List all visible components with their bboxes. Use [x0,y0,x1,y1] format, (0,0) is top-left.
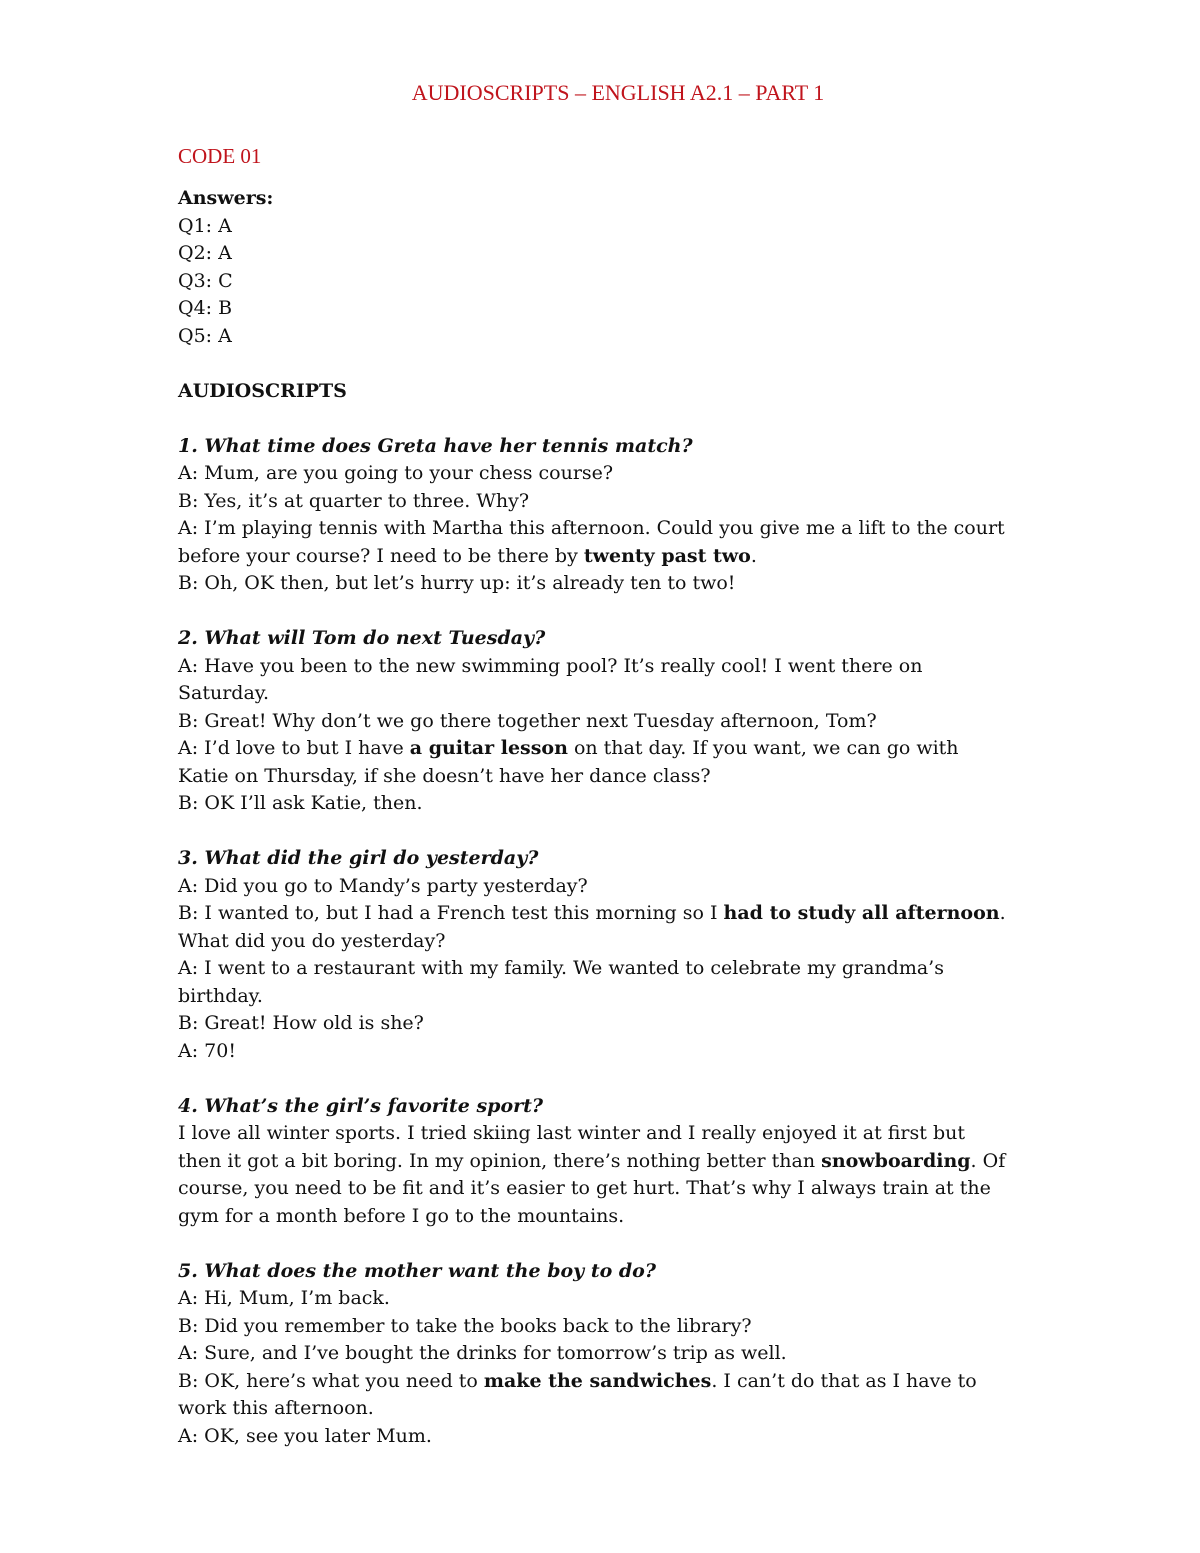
text-span: . [750,544,757,567]
text-span: . I can’t do that as I have to [711,1369,977,1392]
answer-item: Q1: A [178,214,232,237]
text-span: on that day. If you want, we can go with [567,737,959,759]
dialogue-line: What did you do yesterday? [178,929,446,952]
dialogue-line: A: 70! [178,1039,236,1062]
key-answer: had to study all afternoon [723,902,1000,924]
question-4 [178,1093,1058,1231]
dialogue-line [178,735,1058,763]
code-label: CODE 01 [178,144,262,168]
monologue-line: course, you need to be fit and it’s easier to get hurt. That’s why I always train at the [178,1177,991,1199]
question-3 [178,845,1058,1065]
dialogue-line: A: Have you been to the new swimming pool? It’s really cool! I went there on [178,654,923,677]
dialogue-line: A: Did you go to Mandy’s party yesterday? [178,874,588,897]
dialogue-line: Saturday. [178,682,270,704]
dialogue-line [178,900,1058,928]
key-answer: make the sandwiches [483,1369,712,1392]
dialogue-line [178,1368,1058,1396]
answer-item: Q3: C [178,269,233,292]
text-span: A: I’d love to but I have [178,737,410,759]
text-span: then it got a bit boring. In my opinion, there’s nothing better than [178,1149,822,1172]
key-answer: twenty past two [583,544,751,567]
question-title: 2. What will Tom do next Tuesday? [178,627,546,649]
dialogue-line: A: I went to a restaurant with my family. We wanted to celebrate my grandma’s [178,957,944,979]
text-span: . Of [970,1149,1006,1172]
document-page [178,78,1058,1450]
question-title: 1. What time does Greta have her tennis match? [178,434,693,457]
text-span: . [999,902,1006,924]
dialogue-line: A: I’m playing tennis with Martha this afternoon. Could you give me a lift to the court [178,517,1005,539]
text-span: before your course? I need to be there by [178,544,584,567]
monologue-line: gym for a month before I go to the mountains. [178,1204,625,1227]
answers-heading: Answers: [178,187,274,209]
document-title: AUDIOSCRIPTS – ENGLISH A2.1 – PART 1 [411,80,825,105]
question-1 [178,433,1058,598]
dialogue-line: B: Yes, it’s at quarter to three. Why? [178,489,530,512]
question-2 [178,625,1058,818]
dialogue-line: work this afternoon. [178,1397,374,1419]
monologue-line: I love all winter sports. I tried skiing last winter and I really enjoyed it at first but [178,1122,965,1144]
answers-section [178,185,1058,350]
dialogue-line: A: Mum, are you going to your chess course? [178,462,614,484]
dialogue-line: B: OK I’ll ask Katie, then. [178,792,423,814]
dialogue-line: B: Did you remember to take the books back to the library? [178,1314,752,1337]
answer-item: Q5: A [178,324,232,347]
key-answer: a guitar lesson [409,737,568,759]
dialogue-line: B: Great! How old is she? [178,1012,424,1034]
text-span: B: I wanted to, but I had a French test this morning so I [178,902,724,924]
question-title: 3. What did the girl do yesterday? [178,847,539,869]
dialogue-line: Katie on Thursday, if she doesn’t have her dance class? [178,764,711,787]
key-answer: snowboarding [821,1149,971,1172]
answer-item: Q4: B [178,297,233,319]
audioscripts-heading: AUDIOSCRIPTS [178,379,347,402]
dialogue-line: A: OK, see you later Mum. [178,1424,432,1447]
dialogue-line: B: Oh, OK then, but let’s hurry up: it’s already ten to two! [178,572,736,594]
dialogue-line [178,543,1058,571]
dialogue-line: birthday. [178,984,263,1007]
monologue-line [178,1148,1058,1176]
answer-item: Q2: A [178,242,232,264]
question-title: 4. What’s the girl’s favorite sport? [178,1094,544,1117]
dialogue-line: A: Sure, and I’ve bought the drinks for tomorrow’s trip as well. [178,1342,787,1364]
dialogue-line: B: Great! Why don’t we go there together next Tuesday afternoon, Tom? [178,709,877,732]
question-5 [178,1258,1058,1451]
question-title: 5. What does the mother want the boy to do? [178,1259,656,1282]
text-span: B: OK, here’s what you need to [178,1369,484,1392]
dialogue-line: A: Hi, Mum, I’m back. [178,1287,390,1309]
